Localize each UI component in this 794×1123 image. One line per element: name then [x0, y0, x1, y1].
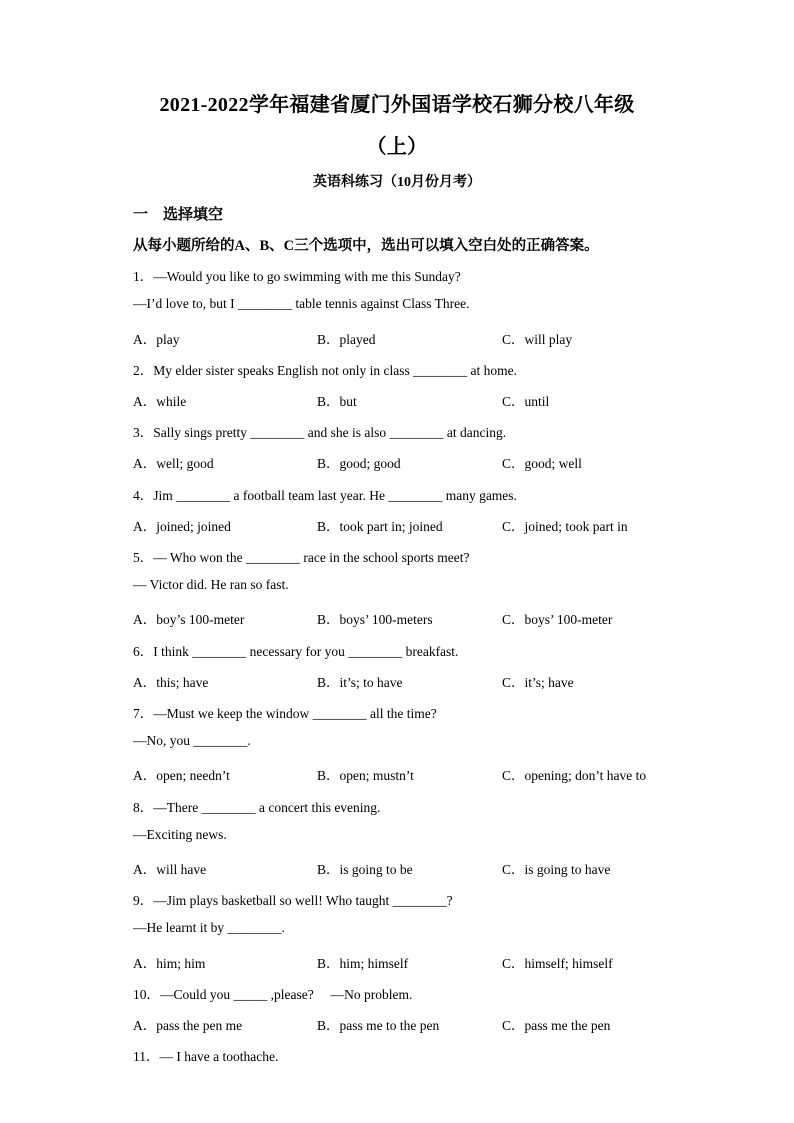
question-1-text: 1．—Would you like to go swimming with me this Sunday?: [133, 269, 461, 284]
question-9-text: 9．—Jim plays basketball so well! Who taught ________?: [133, 893, 453, 908]
question-5-text: 5．— Who won the ________ race in the school sports meet?: [133, 550, 470, 565]
question-7-option-b: B．open; mustn’t: [317, 768, 414, 783]
question-4-option-c: C．joined; took part in: [502, 519, 628, 534]
question-5-response: — Victor did. He ran so fast.: [133, 577, 289, 592]
question-2-option-c: C．until: [502, 394, 550, 409]
question-6-option-a: A．this; have: [133, 675, 209, 690]
question-1-option-c: C．will play: [502, 332, 573, 347]
exam-subtitle: 英语科练习（10月份月考）: [313, 175, 481, 190]
question-3-option-a: A．well; good: [133, 456, 214, 471]
section-heading: 一 选择填空: [133, 207, 224, 223]
question-10-option-a: A．pass the pen me: [133, 1018, 243, 1033]
question-4-text: 4．Jim ________ a football team last year. He ________ many games.: [133, 488, 517, 503]
question-3-text: 3．Sally sings pretty ________ and she is also ________ at dancing.: [133, 425, 507, 440]
question-3-option-b: B．good; good: [317, 456, 401, 471]
question-1-response: —I’d love to, but I ________ table tennis against Class Three.: [133, 296, 470, 311]
question-8-option-a: A．will have: [133, 862, 207, 877]
question-8-option-c: C．is going to have: [502, 862, 611, 877]
question-9-option-c: C．himself; himself: [502, 956, 613, 971]
exam-title-line2: （上）: [366, 136, 428, 158]
question-9-option-b: B．him; himself: [317, 956, 409, 971]
exam-title-line1: 2021-2022学年福建省厦门外国语学校石狮分校八年级: [159, 94, 635, 116]
question-2-text: 2．My elder sister speaks English not only in class ________ at home.: [133, 363, 517, 378]
question-6-option-b: B．it’s; to have: [317, 675, 403, 690]
question-3-option-c: C．good; well: [502, 456, 582, 471]
question-5-option-c: C．boys’ 100-meter: [502, 612, 613, 627]
question-8-response: —Exciting news.: [133, 827, 227, 842]
question-6-text: 6．I think ________ necessary for you ________ breakfast.: [133, 644, 459, 659]
question-5-option-b: B．boys’ 100-meters: [317, 612, 433, 627]
question-10-option-c: C．pass me the pen: [502, 1018, 611, 1033]
question-2-option-a: A．while: [133, 394, 187, 409]
question-10-option-b: B．pass me to the pen: [317, 1018, 440, 1033]
question-9-response: —He learnt it by ________.: [133, 920, 285, 935]
question-1-option-a: A．play: [133, 332, 180, 347]
section-instruction: 从每小题所给的A、B、C三个选项中，选出可以填入空白处的正确答案。: [133, 238, 599, 254]
question-8-text: 8．—There ________ a concert this evening.: [133, 800, 381, 815]
question-10-text: 10．—Could you _____ ,please? —No problem.: [133, 987, 413, 1002]
question-8-option-b: B．is going to be: [317, 862, 413, 877]
question-4-option-a: A．joined; joined: [133, 519, 231, 534]
question-6-option-c: C．it’s; have: [502, 675, 574, 690]
question-11-text: 11．— I have a toothache.: [133, 1049, 279, 1064]
question-2-option-b: B．but: [317, 394, 357, 409]
question-9-option-a: A．him; him: [133, 956, 206, 971]
question-7-text: 7．—Must we keep the window ________ all the time?: [133, 706, 437, 721]
question-7-option-a: A．open; needn’t: [133, 768, 230, 783]
question-7-option-c: C．opening; don’t have to: [502, 768, 647, 783]
question-4-option-b: B．took part in; joined: [317, 519, 443, 534]
question-7-response: —No, you ________.: [133, 733, 251, 748]
question-1-option-b: B．played: [317, 332, 376, 347]
question-5-option-a: A．boy’s 100-meter: [133, 612, 245, 627]
